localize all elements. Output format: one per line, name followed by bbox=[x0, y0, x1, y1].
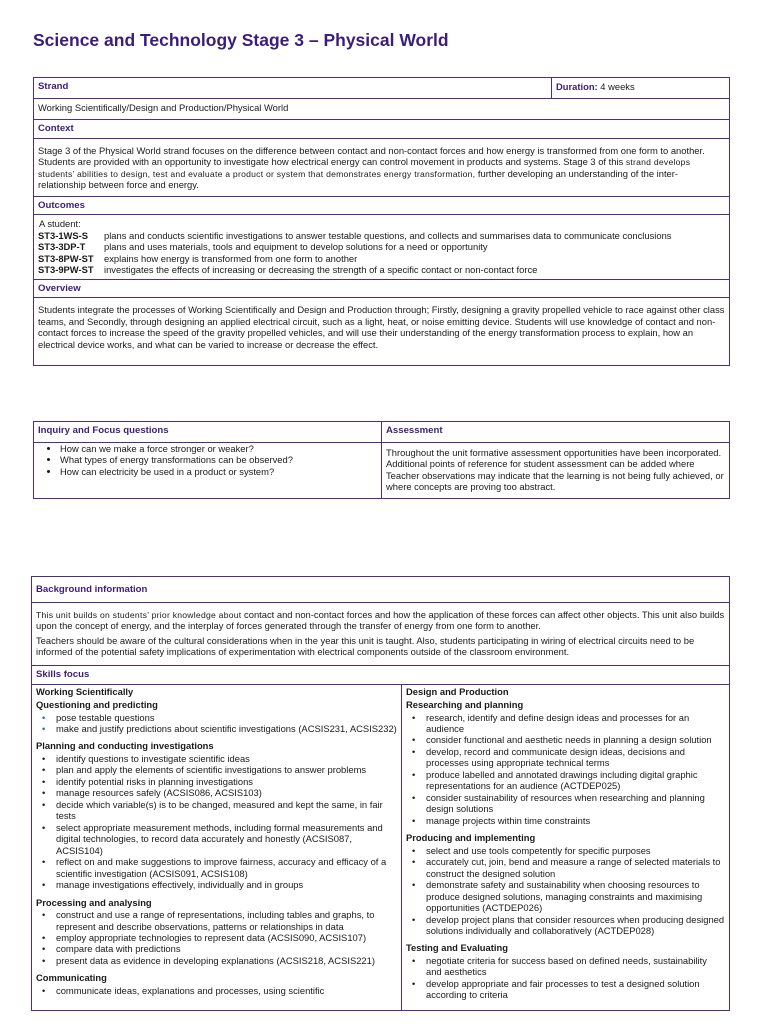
inquiry-assessment-table bbox=[33, 421, 730, 499]
list-item: • pose testable questions bbox=[50, 712, 397, 723]
assessment-header: Assessment bbox=[382, 422, 730, 443]
list-item: • demonstrate safety and sustainability when choosing resources to produce designed solutions, managing constraints and maximising opportunities (ACTDEP026) bbox=[420, 879, 725, 913]
outcome-code: ST3-9PW-ST bbox=[38, 264, 94, 276]
list-item: • develop project plans that consider resources when producing designed solutions individually and collaboratively (ACTDEP028) bbox=[420, 914, 725, 937]
list-item: • How can electricity be used in a product or system? bbox=[60, 466, 377, 477]
context-header: Context bbox=[34, 120, 730, 139]
list-item: • consider functional and aesthetic needs in planning a design solution bbox=[420, 734, 725, 745]
background-paragraph: Teachers should be aware of the cultural considerations when in the year this unit is taught. Also, students participating in wiring of electrical circuits need to be informed of the potential safety implications of experimentation with electrical components outside of the classroom environment. bbox=[36, 634, 695, 658]
list-item: • decide which variable(s) is to be changed, measured and kept the same, in fair tests bbox=[50, 799, 397, 822]
list-item: • accurately cut, join, bend and measure a range of selected materials to construct the designed solution bbox=[420, 856, 725, 879]
inquiry-header: Inquiry and Focus questions bbox=[34, 422, 382, 443]
list-item: • identify potential risks in planning investigations bbox=[50, 776, 397, 787]
unit-overview-table bbox=[33, 77, 730, 366]
background-skills-table bbox=[31, 576, 730, 1011]
duration-label: Duration: bbox=[556, 81, 598, 92]
ws-section-title: Communicating bbox=[36, 972, 107, 984]
dp-heading: Design and Production bbox=[406, 685, 509, 697]
context-text-part1: Stage 3 of the Physical World strand focuses on the difference between contact and non-contact forces and how energy is transformed from one form to another. Students are provided with an opportunity to investigate how electrical energy can control movement in products and systems. Stage 3 of this bbox=[38, 144, 705, 168]
outcome-row bbox=[38, 230, 725, 241]
outcomes-header: Outcomes bbox=[34, 196, 730, 215]
list-item: • How can we make a force stronger or weaker? bbox=[60, 443, 377, 454]
context-text-part3: further developing an understanding of the inter-relationship between force and energy. bbox=[38, 167, 679, 191]
outcome-row bbox=[38, 253, 725, 264]
list-item: • develop, record and communicate design ideas, decisions and processes using appropriate technical terms bbox=[420, 746, 725, 769]
strand-header: Strand bbox=[34, 78, 552, 99]
ws-section-title: Planning and conducting investigations bbox=[36, 740, 214, 752]
list-item: • develop appropriate and fair processes to test a designed solution according to criteria bbox=[420, 978, 725, 1001]
background-header: Background information bbox=[32, 577, 730, 603]
list-item: • reflect on and make suggestions to improve fairness, accuracy and efficacy of a scientific investigation (ACSIS091, ACSIS108) bbox=[50, 856, 397, 879]
outcomes-cell bbox=[34, 215, 730, 279]
context-text bbox=[34, 138, 730, 196]
list-item: • consider sustainability of resources when researching and planning design solutions bbox=[420, 792, 725, 815]
list-item: • produce labelled and annotated drawings including digital graphic representations for an audience (ACTDEP025) bbox=[420, 769, 725, 792]
outcome-row bbox=[38, 264, 725, 275]
background-text-part2: contact and non-contact forces and how the application of these forces can affect other objects. This unit also builds upon the concept of energy, and the interplay of forces generated through the transfer of energy from one form to another. bbox=[36, 609, 725, 632]
list-item: • What types of energy transformations can be observed? bbox=[60, 454, 377, 465]
strand-value: Working Scientifically/Design and Production/Physical World bbox=[34, 99, 730, 120]
ws-heading: Working Scientifically bbox=[36, 685, 134, 697]
outcomes-intro: A student: bbox=[39, 218, 81, 230]
outcome-desc: plans and conducts scientific investigations to answer testable questions, and collects and summarises data to communicate conclusions bbox=[104, 229, 672, 241]
outcome-code: ST3-1WS-S bbox=[38, 229, 89, 241]
outcome-code: ST3-8PW-ST bbox=[38, 252, 94, 264]
dp-section-title: Researching and planning bbox=[406, 699, 524, 711]
list-item: • identify questions to investigate scientific ideas bbox=[50, 753, 397, 764]
dp-section-title: Producing and implementing bbox=[406, 832, 536, 844]
list-item: • plan and apply the elements of scientific investigations to answer problems bbox=[50, 764, 397, 775]
outcome-code: ST3-3DP-T bbox=[38, 241, 86, 253]
dp-section-title: Testing and Evaluating bbox=[406, 942, 508, 954]
list-item: • communicate ideas, explanations and processes, using scientific bbox=[50, 985, 397, 996]
skills-header: Skills focus bbox=[32, 665, 730, 684]
list-item: • make and justify predictions about scientific investigations (ACSIS231, ACSIS232) bbox=[50, 723, 397, 734]
list-item: • research, identify and define design ideas and processes for an audience bbox=[420, 712, 725, 735]
outcome-row bbox=[38, 241, 725, 252]
ws-section-title: Processing and analysing bbox=[36, 896, 152, 908]
design-production-column bbox=[402, 684, 730, 1010]
background-paragraph bbox=[36, 609, 725, 632]
list-item: • select and use tools competently for specific purposes bbox=[420, 845, 725, 856]
duration-cell bbox=[552, 78, 730, 99]
list-item: • select appropriate measurement methods, including formal measurements and digital technologies, to record data accurately and honestly (ACSIS087, ACSIS104) bbox=[50, 822, 397, 856]
ws-section-title: Questioning and predicting bbox=[36, 699, 158, 711]
outcome-desc: plans and uses materials, tools and equipment to develop solutions for a need or opportunity bbox=[104, 241, 488, 253]
list-item: • employ appropriate technologies to represent data (ACSIS090, ACSIS107) bbox=[50, 932, 397, 943]
list-item: • compare data with predictions bbox=[50, 943, 397, 954]
list-item: • negotiate criteria for success based on defined needs, sustainability and aesthetics bbox=[420, 955, 725, 978]
working-scientifically-column bbox=[32, 684, 402, 1010]
assessment-text: Throughout the unit formative assessment opportunities have been incorporated. Additional points of reference for student assessment can be added where Teacher observations may indicate that the learning is not being fully achieved, or where concepts are proving too abstract. bbox=[382, 443, 730, 499]
duration-value: 4 weeks bbox=[600, 81, 635, 92]
outcome-desc: investigates the effects of increasing or decreasing the strength of a specific contact or non-contact force bbox=[104, 264, 538, 276]
list-item: • construct and use a range of representations, including tables and graphs, to represent and describe observations, patterns or relationships in data bbox=[50, 909, 397, 932]
page-title: Science and Technology Stage 3 – Physical World bbox=[33, 30, 449, 50]
context-text-part2: strand develops students’ abilities to design, test and evaluate a product or system that demonstrates energy transformation, bbox=[38, 157, 691, 179]
background-text bbox=[32, 603, 730, 666]
inquiry-questions bbox=[34, 443, 382, 499]
list-item: • manage projects within time constraints bbox=[420, 815, 725, 826]
list-item: • manage investigations effectively, individually and in groups bbox=[50, 879, 397, 890]
list-item: • present data as evidence in developing explanations (ACSIS218, ACSIS221) bbox=[50, 955, 397, 966]
outcome-desc: explains how energy is transformed from one form to another bbox=[104, 252, 358, 264]
background-text-part1: This unit builds on students’ prior knowledge about bbox=[36, 610, 242, 620]
list-item: • manage resources safely (ACSIS086, ACSIS103) bbox=[50, 787, 397, 798]
overview-header: Overview bbox=[34, 279, 730, 298]
overview-text: Students integrate the processes of Working Scientifically and Design and Production through; Firstly, designing a gravity propelled vehicle to race against other class teams, and Secondly, through designing an applied electrical circuit, such as a light, heat, or noise emitting device. Students will use knowledge of contact and non-contact forces to increase the speed of the gravity propelled vehicles, and will use their understanding of the energy transformation process to explain, how an electrical device works, and what can be varied to increase or decrease the effect. bbox=[34, 298, 730, 366]
